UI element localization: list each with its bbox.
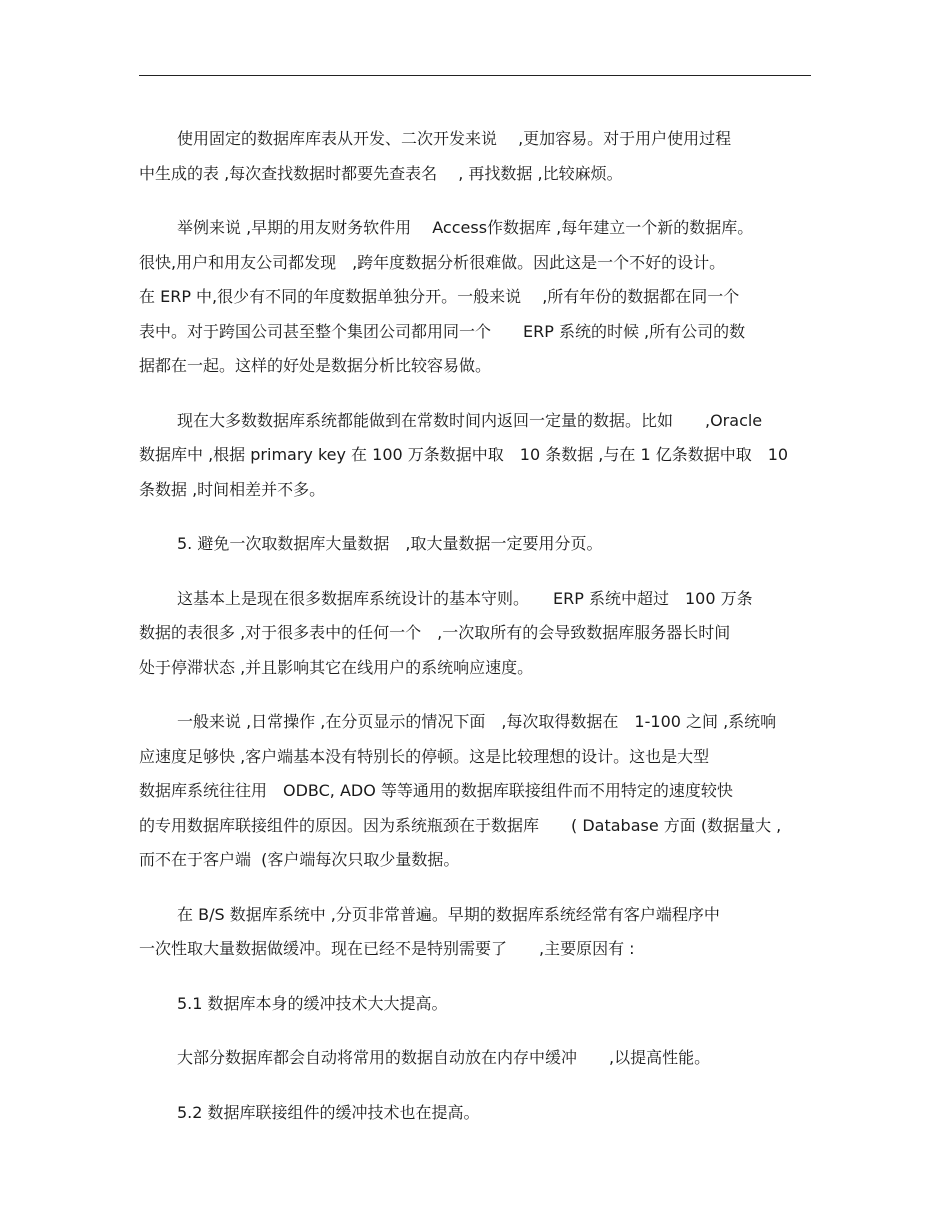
text-line: 处于停滞状态 ,并且影响其它在线用户的系统响应速度。 xyxy=(139,657,534,677)
text-line: 而不在于客户端 (客户端每次只取少量数据。 xyxy=(139,850,460,869)
section-heading: 5.1 数据库本身的缓冲技术大大提高。 xyxy=(177,993,448,1013)
text-line: 表中。对于跨国公司甚至整个集团公司都用同一个 ERP 系统的时候 ,所有公司的数 xyxy=(139,321,746,341)
para-erp-rule xyxy=(139,582,829,686)
para-example-yongyou xyxy=(139,211,829,384)
document-body xyxy=(139,122,829,1150)
text-line: 这基本上是现在很多数据库系统设计的基本守则。 ERP 系统中超过 100 万条 xyxy=(177,588,753,608)
text-line: 一般来说 ,日常操作 ,在分页显示的情况下面 ,每次取得数据在 1-100 之间 ,系统响 xyxy=(177,712,777,731)
text-line: 现在大多数数据库系统都能做到在常数时间内返回一定量的数据。比如 ,Oracle xyxy=(177,410,763,430)
section-heading: 5.2 数据库联接组件的缓冲技术也在提高。 xyxy=(177,1102,480,1122)
para-memory-cache xyxy=(139,1041,829,1076)
text-line: 条数据 ,时间相差并不多。 xyxy=(139,479,326,499)
para-oracle xyxy=(139,404,829,508)
text-line: 在 B/S 数据库系统中 ,分页非常普遍。早期的数据库系统经常有客户端程序中 xyxy=(177,904,720,924)
text-line: 大部分数据库都会自动将常用的数据自动放在内存中缓冲 ,以提高性能。 xyxy=(177,1048,711,1067)
text-line: 数据库系统往往用 ODBC, ADO 等等通用的数据库联接组件而不用特定的速度较快 xyxy=(139,781,733,800)
para-heading-5-1 xyxy=(139,987,829,1022)
para-heading-5 xyxy=(139,527,829,562)
para-paging xyxy=(139,705,829,878)
text-line: 中生成的表 ,每次查找数据时都要先查表名 , 再找数据 ,比较麻烦。 xyxy=(139,163,623,183)
text-line: 使用固定的数据库库表从开发、二次开发来说 ,更加容易。对于用户使用过程 xyxy=(177,129,732,148)
text-line: 据都在一起。这样的好处是数据分析比较容易做。 xyxy=(139,356,492,375)
text-line: 数据库中 ,根据 primary key 在 100 万条数据中取 10 条数据 ,与在 1 亿条数据中取 10 xyxy=(139,445,789,464)
para-fixed-table xyxy=(139,122,829,191)
para-heading-5-2 xyxy=(139,1096,829,1131)
header-rule xyxy=(139,75,811,76)
text-line: 很快,用户和用友公司都发现 ,跨年度数据分析很难做。因此这是一个不好的设计。 xyxy=(139,252,726,272)
text-line: 数据的表很多 ,对于很多表中的任何一个 ,一次取所有的会导致数据库服务器长时间 xyxy=(139,623,731,642)
section-heading: 5. 避免一次取数据库大量数据 ,取大量数据一定要用分页。 xyxy=(177,534,603,553)
text-line: 的专用数据库联接组件的原因。因为系统瓶颈在于数据库 ( Database 方面 (数据量大 , xyxy=(139,815,782,835)
text-line: 举例来说 ,早期的用友财务软件用 Access作数据库 ,每年建立一个新的数据库。 xyxy=(177,218,754,237)
para-bs-system xyxy=(139,898,829,967)
text-line: 一次性取大量数据做缓冲。现在已经不是特别需要了 ,主要原因有 : xyxy=(139,939,635,958)
text-line: 应速度足够快 ,客户端基本没有特别长的停顿。这是比较理想的设计。这也是大型 xyxy=(139,746,710,766)
text-line: 在 ERP 中,很少有不同的年度数据单独分开。一般来说 ,所有年份的数据都在同一个 xyxy=(139,287,740,306)
